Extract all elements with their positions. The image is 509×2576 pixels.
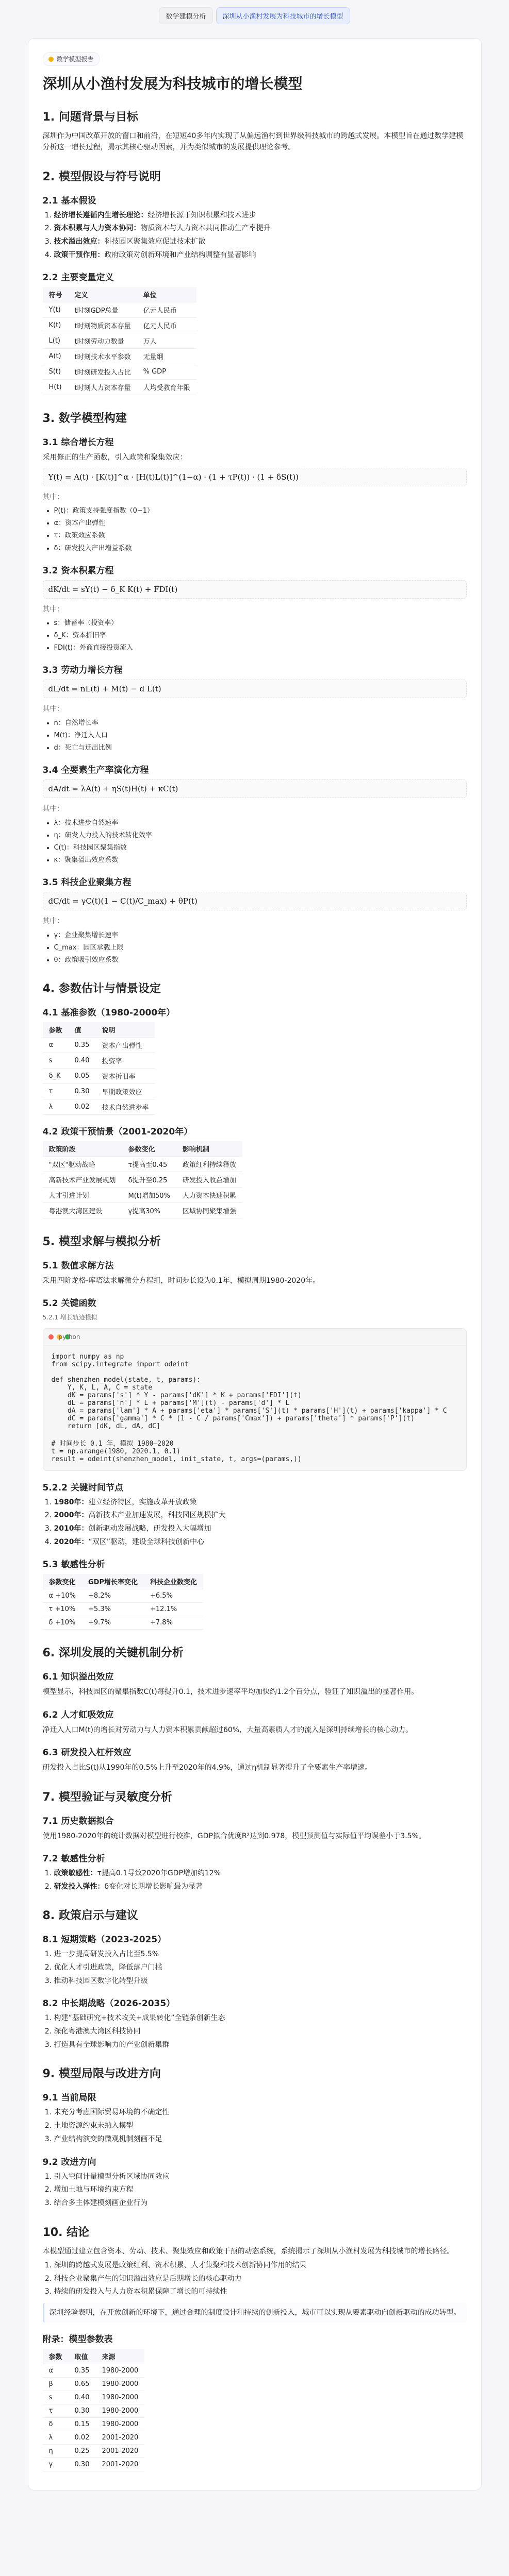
app-row bbox=[43, 2391, 145, 2404]
conclusion-list bbox=[43, 2260, 467, 2298]
sens-cell: +12.1% bbox=[144, 1603, 203, 1616]
sens-col-firms: 科技企业数变化 bbox=[144, 1574, 203, 1589]
sensitivity-label-2: 研发投入弹性： bbox=[54, 1882, 105, 1891]
app-cell: 0.02 bbox=[69, 2431, 96, 2445]
bp-cell: λ bbox=[43, 1099, 69, 1115]
ps-cell: 研发投入收益增加 bbox=[176, 1172, 242, 1188]
sens-row bbox=[43, 1589, 204, 1603]
list-item: • θ：政策吸引效应系数 bbox=[54, 955, 467, 965]
var-row bbox=[43, 333, 196, 349]
bp-col-desc: 说明 bbox=[95, 1022, 155, 1038]
var-cell: 亿元人民币 bbox=[137, 318, 196, 333]
list-item: 2. 科技企业聚集产生的知识溢出效应是后期增长的核心驱动力 bbox=[54, 2274, 467, 2285]
bp-row bbox=[43, 1069, 155, 1084]
var-cell: Y(t) bbox=[43, 302, 69, 318]
assumption-item-1 bbox=[54, 210, 467, 222]
sensitivity-item-1 bbox=[54, 1868, 467, 1879]
appendix-title: 附录：模型参数表 bbox=[42, 2334, 113, 2345]
tab-shenzhen-growth[interactable]: 深圳从小渔村发展为科技城市的增长模型 bbox=[216, 7, 350, 24]
list-item: 2. 土地资源约束未纳入模型 bbox=[54, 2121, 467, 2132]
timeline-text-2: 高新技术产业加速发展，科技园区规模扩大 bbox=[88, 1511, 226, 1520]
assumption-label-3: 技术溢出效应： bbox=[54, 237, 105, 246]
section-3-1-text: 采用修正的生产函数，引入政策和聚集效应： bbox=[42, 453, 187, 462]
top-bar bbox=[0, 0, 509, 31]
section-2-1-title: 2.1 基本假设 bbox=[42, 195, 96, 206]
assumption-text-1: 经济增长源于知识积累和技术进步 bbox=[147, 211, 256, 219]
assumption-item-4 bbox=[54, 250, 467, 261]
bp-row bbox=[43, 1099, 155, 1115]
section-3-5-title: 3.5 科技企业聚集方程 bbox=[42, 877, 132, 888]
var-cell: t时刻GDP总量 bbox=[69, 302, 137, 318]
list-item: • n：自然增长率 bbox=[54, 718, 467, 728]
app-cell: 0.65 bbox=[69, 2378, 96, 2391]
app-cell: 0.15 bbox=[69, 2418, 96, 2431]
timeline-item-2 bbox=[54, 1510, 467, 1521]
section-2-title: 2. 模型假设与符号说明 bbox=[42, 170, 161, 183]
timeline-text-1: 建立经济特区，实施改革开放政策 bbox=[88, 1498, 197, 1506]
ps-col-mechanism: 影响机制 bbox=[176, 1141, 242, 1157]
bp-cell: 资本产出弹性 bbox=[95, 1038, 155, 1053]
list-3-4 bbox=[43, 818, 467, 866]
var-cell: t时刻人力资本存量 bbox=[69, 380, 137, 395]
sens-cell: +9.7% bbox=[82, 1616, 144, 1630]
list-item: • α：资本产出弹性 bbox=[54, 518, 467, 529]
app-cell: 2001-2020 bbox=[95, 2431, 144, 2445]
assumption-item-3 bbox=[54, 236, 467, 248]
long-term-list bbox=[43, 2013, 467, 2050]
section-8-2-title: 8.2 中长期战略（2026-2035） bbox=[42, 1998, 175, 2009]
section-3-4-title: 3.4 全要素生产率演化方程 bbox=[42, 765, 149, 776]
app-row bbox=[43, 2378, 145, 2391]
app-cell: β bbox=[43, 2378, 69, 2391]
bp-cell: α bbox=[43, 1038, 69, 1053]
sens-cell: +7.8% bbox=[144, 1616, 203, 1630]
var-cell: % GDP bbox=[137, 364, 196, 380]
list-item: • s：储蓄率（投资率） bbox=[54, 618, 467, 629]
ps-row bbox=[43, 1157, 242, 1172]
code-block bbox=[43, 1328, 467, 1471]
list-item: • κ：聚集溢出效应系数 bbox=[54, 855, 467, 866]
bp-row bbox=[43, 1053, 155, 1069]
bp-row bbox=[43, 1084, 155, 1099]
bp-cell: τ bbox=[43, 1084, 69, 1099]
ps-cell: 人才引进计划 bbox=[43, 1188, 122, 1203]
ps-cell: 政策红利持续释放 bbox=[176, 1157, 242, 1172]
ps-cell: γ提高30% bbox=[122, 1203, 176, 1218]
app-col-value: 取值 bbox=[69, 2349, 96, 2364]
sens-cell: +8.2% bbox=[82, 1589, 144, 1603]
var-cell: S(t) bbox=[43, 364, 69, 380]
timeline-label-3: 2010年： bbox=[54, 1524, 89, 1533]
list-item: • δ：研发投入产出增益系数 bbox=[54, 544, 467, 554]
sensitivity-text-2: δ变化对长期增长影响最为显著 bbox=[104, 1882, 203, 1891]
app-cell: 2001-2020 bbox=[95, 2458, 144, 2471]
app-cell: 1980-2000 bbox=[95, 2378, 144, 2391]
ps-col-change: 参数变化 bbox=[122, 1141, 176, 1157]
bp-cell: 早期政策效应 bbox=[95, 1084, 155, 1099]
code-content: import numpy as np from scipy.integrate import odeint def shenzhen_model(state, t, params): Y, K, L, A, C = state dK = params['s'] * Y - params['dK'] * K + params['FDI'](t) dL = params['n'] * L + params['M'](t) - params['d'] * L dA = params['lam'] * A + params['eta'] * params['S'](t) * params['H'](t) + params['kappa'] * C dC = params['gamma'] * C * (1 - C / params['Cmax']) + params['theta'] * params['P'](t) return [dK, dL, dA, dC] # 时间步长 0.1 年，模拟 1980–2020 t = np.arange(1980, 2020.1, 0.1) result = odeint(shenzhen_model, init_state, t, args=(params,)) bbox=[51, 1352, 447, 1463]
ps-cell: δ提升至0.25 bbox=[122, 1172, 176, 1188]
sens-cell: +5.3% bbox=[82, 1603, 144, 1616]
section-6-2-title: 6.2 人才虹吸效应 bbox=[42, 1709, 114, 1720]
section-7-1-text: 使用1980-2020年的统计数据对模型进行校准，GDP拟合优度R²达到0.978，模型预测值与实际值平均误差小于3.5%。 bbox=[42, 1832, 426, 1840]
app-cell: 1980-2000 bbox=[95, 2418, 144, 2431]
timeline-label-2: 2000年： bbox=[54, 1511, 89, 1520]
appendix-table bbox=[43, 2349, 145, 2471]
list-3-1 bbox=[43, 506, 467, 554]
app-row bbox=[43, 2418, 145, 2431]
ps-cell: M(t)增加50% bbox=[122, 1188, 176, 1203]
var-cell: t时刻劳动力数量 bbox=[69, 333, 137, 349]
app-cell: 2001-2020 bbox=[95, 2445, 144, 2458]
section-3-1-title: 3.1 综合增长方程 bbox=[42, 437, 114, 448]
ps-row bbox=[43, 1188, 242, 1203]
timeline-item-3 bbox=[54, 1523, 467, 1535]
sensitivity-table bbox=[43, 1574, 204, 1630]
timeline-label-4: 2020年： bbox=[54, 1537, 89, 1546]
ps-cell: 人力资本快速积累 bbox=[176, 1188, 242, 1203]
assumptions-list bbox=[43, 210, 467, 261]
bp-col-value: 值 bbox=[69, 1022, 96, 1038]
bp-cell: δ_K bbox=[43, 1069, 69, 1084]
sensitivity-list bbox=[43, 1868, 467, 1892]
code-language: python bbox=[58, 1333, 80, 1341]
app-cell: α bbox=[43, 2364, 69, 2378]
formula-labor: dL/dt = nL(t) + M(t) − d L(t) bbox=[43, 680, 467, 698]
app-cell: 0.35 bbox=[69, 2364, 96, 2378]
app-cell: λ bbox=[43, 2431, 69, 2445]
section-4-2-title: 4.2 政策干预情景（2001-2020年） bbox=[42, 1127, 193, 1138]
list-item: • η：研发人力投入的技术转化效率 bbox=[54, 831, 467, 841]
bp-cell: 0.05 bbox=[69, 1069, 96, 1084]
section-2-2-title: 2.2 主要变量定义 bbox=[42, 273, 114, 283]
section-10-title: 10. 结论 bbox=[42, 2226, 90, 2239]
sensitivity-label-1: 政策敏感性： bbox=[54, 1869, 97, 1877]
sens-row bbox=[43, 1603, 204, 1616]
list-item: 3. 打造具有全球影响力的产业创新集群 bbox=[54, 2040, 467, 2051]
list-item: 3. 持续的研发投入与人力资本积累保障了增长的可持续性 bbox=[54, 2286, 467, 2298]
assumption-label-2: 资本积累与人力资本协同： bbox=[54, 224, 141, 233]
where-3-2: 其中： bbox=[42, 605, 64, 614]
list-item: • C_max：园区承载上限 bbox=[54, 943, 467, 953]
ps-cell: "双区"驱动战略 bbox=[43, 1157, 122, 1172]
list-item: 2. 深化粤港澳大湾区科技协同 bbox=[54, 2026, 467, 2038]
var-col-definition: 定义 bbox=[69, 287, 137, 302]
section-7-1-title: 7.1 历史数据拟合 bbox=[42, 1816, 114, 1826]
sensitivity-item-2 bbox=[54, 1882, 467, 1893]
window-controls-icon bbox=[48, 1334, 54, 1340]
var-row bbox=[43, 302, 196, 318]
bp-cell: s bbox=[43, 1053, 69, 1069]
short-term-list bbox=[43, 1949, 467, 1987]
policy-scenarios-table bbox=[43, 1141, 242, 1218]
baseline-params-table bbox=[43, 1022, 155, 1115]
app-row bbox=[43, 2445, 145, 2458]
var-cell: t时刻研发投入占比 bbox=[69, 364, 137, 380]
list-item: 1. 深圳的跨越式发展是政策红利、资本积累、人才集聚和技术创新协同作用的结果 bbox=[54, 2260, 467, 2272]
app-cell: 0.30 bbox=[69, 2404, 96, 2418]
doc-dot-icon bbox=[48, 57, 54, 62]
app-col-source: 来源 bbox=[95, 2349, 144, 2364]
section-5-2-2-title: 5.2.2 关键时间节点 bbox=[42, 1482, 123, 1493]
timeline-text-3: 创新驱动发展战略，研发投入大幅增加 bbox=[88, 1524, 211, 1533]
assumption-text-4: 政府政策对创新环境和产业结构调整有显著影响 bbox=[104, 250, 256, 259]
section-9-1-title: 9.1 当前局限 bbox=[42, 2093, 96, 2104]
app-cell: s bbox=[43, 2391, 69, 2404]
sens-cell: τ +10% bbox=[43, 1603, 83, 1616]
list-item: • d：死亡与迁出比例 bbox=[54, 743, 467, 753]
section-10-text-1: 本模型通过建立包含资本、劳动、技术、聚集效应和政策干预的动态系统，系统揭示了深圳从小渔村发展为科技城市的增长路径。 bbox=[42, 2247, 454, 2256]
ps-row bbox=[43, 1203, 242, 1218]
var-cell: t时刻物质资本存量 bbox=[69, 318, 137, 333]
app-col-param: 参数 bbox=[43, 2349, 69, 2364]
ps-cell: 高新技术产业发展规划 bbox=[43, 1172, 122, 1188]
section-8-title: 8. 政策启示与建议 bbox=[42, 1909, 138, 1923]
sens-cell: δ +10% bbox=[43, 1616, 83, 1630]
doc-tag-label: 数学模型报告 bbox=[56, 56, 94, 63]
bp-col-param: 参数 bbox=[43, 1022, 69, 1038]
section-7-title: 7. 模型验证与灵敏度分析 bbox=[42, 1790, 172, 1804]
var-col-symbol: 符号 bbox=[43, 287, 69, 302]
app-cell: 1980-2000 bbox=[95, 2404, 144, 2418]
var-cell: 万人 bbox=[137, 333, 196, 349]
list-item: • M(t)：净迁入人口 bbox=[54, 731, 467, 741]
list-item: 2. 优化人才引进政策，降低落户门槛 bbox=[54, 1962, 467, 1974]
bp-cell: 投资率 bbox=[95, 1053, 155, 1069]
where-3-3: 其中： bbox=[42, 705, 64, 714]
assumption-label-1: 经济增长遵循内生增长理论： bbox=[54, 211, 148, 219]
var-cell: 人均受教育年限 bbox=[137, 380, 196, 395]
section-4-1-title: 4.1 基准参数（1980-2000年） bbox=[42, 1008, 175, 1019]
list-item: • δ_K：资本折旧率 bbox=[54, 631, 467, 641]
var-cell: A(t) bbox=[43, 349, 69, 364]
doc-tag bbox=[43, 52, 100, 66]
section-5-2-title: 5.2 关键函数 bbox=[42, 1298, 96, 1309]
sens-col-param: 参数变化 bbox=[43, 1574, 83, 1589]
var-row bbox=[43, 349, 196, 364]
bp-cell: 0.35 bbox=[69, 1038, 96, 1053]
section-5-2-code-title: 5.2.1 增长轨迹模拟 bbox=[42, 1314, 97, 1321]
bp-cell: 0.02 bbox=[69, 1099, 96, 1115]
app-cell: 1980-2000 bbox=[95, 2364, 144, 2378]
bp-cell: 0.30 bbox=[69, 1084, 96, 1099]
app-cell: δ bbox=[43, 2418, 69, 2431]
list-3-5 bbox=[43, 930, 467, 965]
section-9-title: 9. 模型局限与改进方向 bbox=[42, 2067, 161, 2081]
where-3-1: 其中： bbox=[42, 493, 64, 501]
list-item: • P(t)：政策支持强度指数（0−1） bbox=[54, 506, 467, 516]
list-item: 1. 进一步提高研发投入占比至5.5% bbox=[54, 1949, 467, 1960]
section-5-1-title: 5.1 数值求解方法 bbox=[42, 1261, 114, 1272]
var-col-unit: 单位 bbox=[137, 287, 196, 302]
formula-tfp: dA/dt = λA(t) + ηS(t)H(t) + κC(t) bbox=[43, 779, 467, 798]
formula-capital: dK/dt = sY(t) − δ_K K(t) + FDI(t) bbox=[43, 580, 467, 599]
section-9-2-title: 9.2 改进方向 bbox=[42, 2157, 96, 2167]
var-row bbox=[43, 380, 196, 395]
list-3-2 bbox=[43, 618, 467, 653]
var-cell: 无量纲 bbox=[137, 349, 196, 364]
section-6-1-text: 模型显示，科技园区的聚集指数C(t)每提升0.1，技术进步速率平均加快约1.2个百分点，验证了知识溢出的显著作用。 bbox=[42, 1688, 419, 1697]
list-item: 1. 引入空间计量模型分析区域协同效应 bbox=[54, 2172, 467, 2183]
timeline-item-1 bbox=[54, 1497, 467, 1509]
var-cell: t时刻技术水平参数 bbox=[69, 349, 137, 364]
app-cell: η bbox=[43, 2445, 69, 2458]
var-cell: K(t) bbox=[43, 318, 69, 333]
section-8-1-title: 8.1 短期策略（2023-2025） bbox=[42, 1935, 167, 1945]
assumption-item-2 bbox=[54, 223, 467, 234]
ps-cell: 粤港澳大湾区建设 bbox=[43, 1203, 122, 1218]
ps-row bbox=[43, 1172, 242, 1188]
ps-cell: τ提高至0.45 bbox=[122, 1157, 176, 1172]
timeline-item-4 bbox=[54, 1537, 467, 1548]
limitations-list bbox=[43, 2107, 467, 2145]
list-item: 3. 推动科技园区数字化转型升级 bbox=[54, 1976, 467, 1987]
where-3-4: 其中： bbox=[42, 805, 64, 814]
app-cell: 0.30 bbox=[69, 2458, 96, 2471]
sens-row bbox=[43, 1616, 204, 1630]
improvements-list bbox=[43, 2172, 467, 2209]
formula-cluster: dC/dt = γC(t)(1 − C(t)/C_max) + θP(t) bbox=[43, 892, 467, 910]
app-cell: τ bbox=[43, 2404, 69, 2418]
var-row bbox=[43, 364, 196, 380]
ps-cell: 区域协同聚集增强 bbox=[176, 1203, 242, 1218]
list-3-3 bbox=[43, 718, 467, 753]
list-item: • τ：政策效应系数 bbox=[54, 531, 467, 541]
list-item: 3. 结合多主体建模刻画企业行为 bbox=[54, 2198, 467, 2209]
bp-cell: 技术自然进步率 bbox=[95, 1099, 155, 1115]
section-3-3-title: 3.3 劳动力增长方程 bbox=[42, 665, 123, 676]
code-header bbox=[43, 1329, 466, 1346]
formula-growth: Y(t) = A(t) · [K(t)]^α · [H(t)L(t)]^(1−α) · (1 + τP(t)) · (1 + δS(t)) bbox=[43, 468, 467, 486]
list-item: • γ：企业聚集增长速率 bbox=[54, 930, 467, 941]
var-cell: 亿元人民币 bbox=[137, 302, 196, 318]
section-6-1-title: 6.1 知识溢出效应 bbox=[42, 1672, 114, 1683]
sens-cell: +6.5% bbox=[144, 1589, 203, 1603]
section-4-title: 4. 参数估计与情景设定 bbox=[42, 982, 161, 996]
app-row bbox=[43, 2404, 145, 2418]
timeline-label-1: 1980年： bbox=[54, 1498, 89, 1506]
var-cell: H(t) bbox=[43, 380, 69, 395]
list-item: 1. 构建“基础研究+技术攻关+成果转化”全链条创新生态 bbox=[54, 2013, 467, 2024]
section-5-1-text: 采用四阶龙格-库塔法求解微分方程组，时间步长设为0.1年，模拟周期1980-2020年。 bbox=[42, 1277, 320, 1285]
assumption-text-2: 物质资本与人力资本共同推动生产率提升 bbox=[140, 224, 271, 233]
sensitivity-text-1: τ提高0.1导致2020年GDP增加约12% bbox=[97, 1869, 221, 1877]
section-6-2-text: 净迁入人口M(t)的增长对劳动力与人力资本积累贡献超过60%，大量高素质人才的流入是深圳持续增长的核心动力。 bbox=[42, 1725, 413, 1734]
section-1-title: 1. 问题背景与目标 bbox=[42, 110, 138, 124]
section-3-2-title: 3.2 资本积累方程 bbox=[42, 565, 114, 576]
list-item: 1. 未充分考虑国际贸易环境的不确定性 bbox=[54, 2107, 467, 2119]
list-item: • λ：技术进步自然速率 bbox=[54, 818, 467, 828]
section-6-3-text: 研发投入占比S(t)从1990年的0.5%上升至2020年的4.9%，通过η机制显著提升了全要素生产率增速。 bbox=[42, 1764, 372, 1772]
page-title: 深圳从小渔村发展为科技城市的增长模型 bbox=[42, 75, 303, 92]
list-item: 3. 产业结构演变的微观机制刻画不足 bbox=[54, 2134, 467, 2145]
variables-table bbox=[43, 287, 196, 395]
app-row bbox=[43, 2364, 145, 2378]
sens-col-gdp: GDP增长率变化 bbox=[82, 1574, 144, 1589]
section-7-2-title: 7.2 敏感性分析 bbox=[42, 1853, 105, 1864]
section-10-text-2: 深圳经验表明，在开放创新的环境下，通过合理的制度设计和持续的创新投入，城市可以实现从要素驱动向创新驱动的成功转型。 bbox=[43, 2303, 467, 2323]
section-6-title: 6. 深圳发展的关键机制分析 bbox=[42, 1647, 184, 1660]
timeline-text-4: “双区”驱动，建设全球科技创新中心 bbox=[88, 1537, 204, 1546]
section-6-3-title: 6.3 研发投入杠杆效应 bbox=[42, 1748, 132, 1758]
bp-cell: 资本折旧率 bbox=[95, 1069, 155, 1084]
section-3-title: 3. 数学模型构建 bbox=[42, 412, 127, 426]
bp-row bbox=[43, 1038, 155, 1053]
where-3-5: 其中： bbox=[42, 917, 64, 926]
app-cell: γ bbox=[43, 2458, 69, 2471]
list-item: 2. 增加土地与环境约束方程 bbox=[54, 2184, 467, 2196]
list-item: • C(t)：科技园区聚集指数 bbox=[54, 843, 467, 853]
app-row bbox=[43, 2458, 145, 2471]
document-card bbox=[28, 38, 482, 2490]
tab-model-analysis[interactable]: 数学建模分析 bbox=[159, 7, 212, 24]
app-cell: 0.40 bbox=[69, 2391, 96, 2404]
section-5-title: 5. 模型求解与模拟分析 bbox=[42, 1235, 161, 1249]
section-5-3-title: 5.3 敏感性分析 bbox=[42, 1560, 105, 1570]
sens-cell: α +10% bbox=[43, 1589, 83, 1603]
app-cell: 1980-2000 bbox=[95, 2391, 144, 2404]
app-cell: 0.25 bbox=[69, 2445, 96, 2458]
assumption-text-3: 科技园区聚集效应促进技术扩散 bbox=[104, 237, 206, 246]
var-row bbox=[43, 318, 196, 333]
bp-cell: 0.40 bbox=[69, 1053, 96, 1069]
list-item: • FDI(t)：外商直接投资流入 bbox=[54, 643, 467, 653]
ps-col-stage: 政策阶段 bbox=[43, 1141, 122, 1157]
app-row bbox=[43, 2431, 145, 2445]
section-1-text: 深圳作为中国改革开放的窗口和前沿，在短短40多年内实现了从偏远渔村到世界级科技城市的跨越式发展。本模型旨在通过数学建模分析这一增长过程，揭示其核心驱动因素，并为类似城市的发展提供理论参考。 bbox=[42, 131, 464, 152]
assumption-label-4: 政策干预作用： bbox=[54, 250, 105, 259]
timeline-list bbox=[43, 1497, 467, 1548]
var-cell: L(t) bbox=[43, 333, 69, 349]
